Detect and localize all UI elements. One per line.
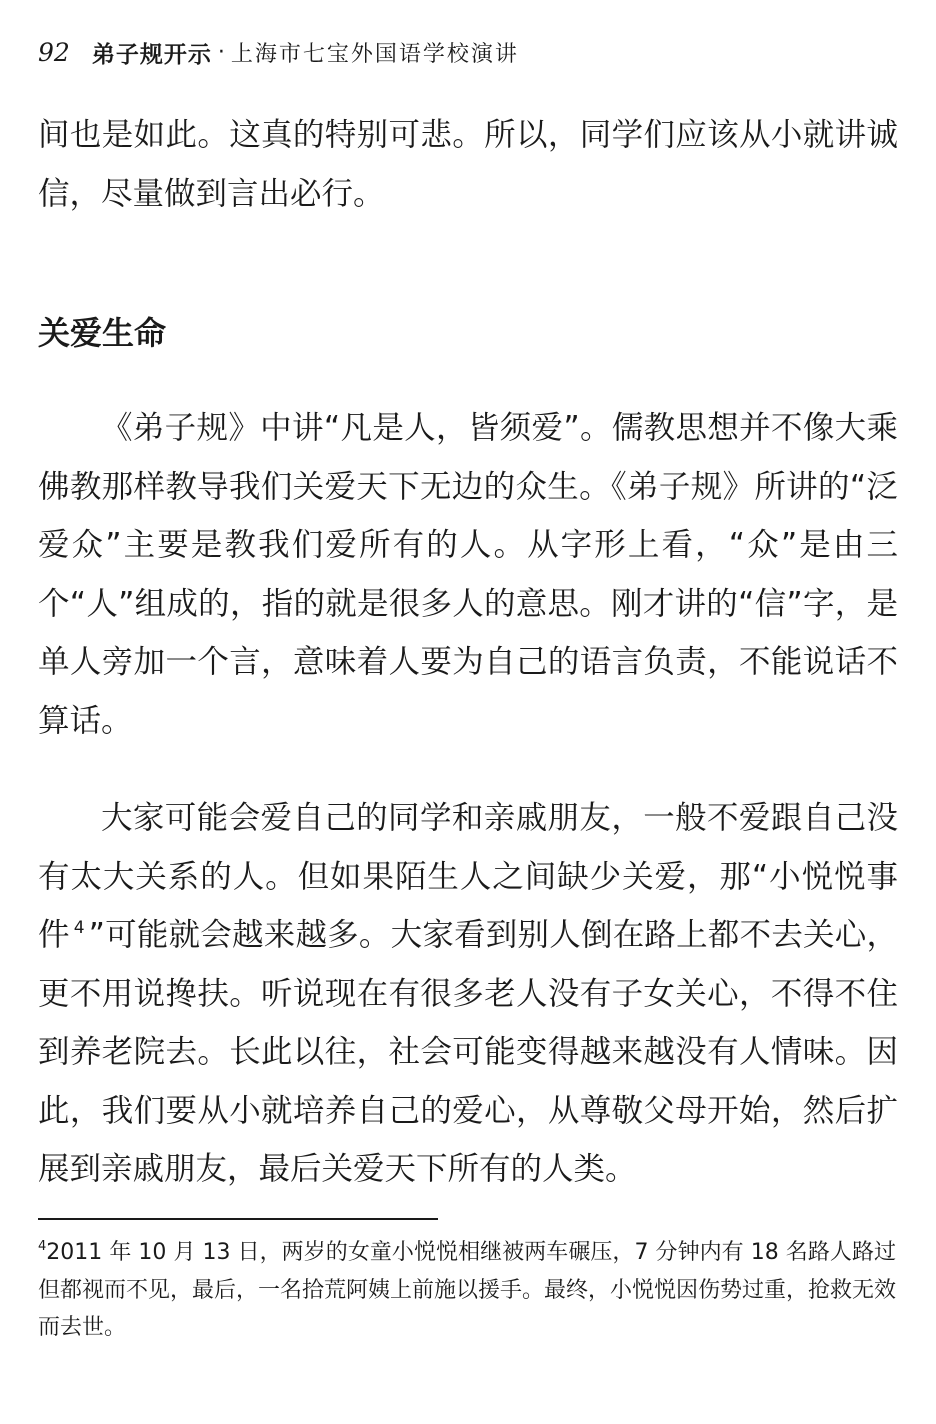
header-separator: · <box>217 39 225 65</box>
book-title: 弟子规开示 <box>91 40 212 68</box>
section-heading: 关爱生命 <box>38 314 167 352</box>
page-number: 92 <box>38 37 70 67</box>
running-header <box>38 30 519 74</box>
paragraph-3 <box>38 789 898 1199</box>
footnote-divider <box>38 1218 438 1220</box>
footnote-text: 2011 年 10 月 13 日，两岁的女童小悦悦相继被两车碾压，7 分钟内有 18 名路人路过但都视而不见，最后，一名拾荒阿姨上前施以援手。最终，小悦悦因伤势过重，抢救无效而去世。 <box>38 1240 897 1340</box>
paragraph-3-text-a: 大家可能会爱自己的同学和亲戚朋友，一般不爱跟自己没有太大关系的人。但如果陌生人之间缺少关爱，那“小悦悦事件 <box>38 800 898 953</box>
footnote <box>38 1234 896 1347</box>
footnote-reference: 4 <box>73 918 85 938</box>
paragraph-2: 《弟子规》中讲“凡是人，皆须爱”。儒教思想并不像大乘佛教那样教导我们关爱天下无边的众生。《弟子规》所讲的“泛爱众”主要是教我们爱所有的人。从字形上看，“众”是由三个“人”组成的，指的就是很多人的意思。刚才讲的“信”字，是单人旁加一个言，意味着人要为自己的语言负责，不能说话不算话。 <box>38 410 898 739</box>
paragraph-intro: 间也是如此。这真的特别可悲。所以，同学们应该从小就讲诚信，尽量做到言出必行。 <box>38 117 898 212</box>
paragraph-3-text-b: ”可能就会越来越多。大家看到别人倒在路上都不去关心，更不用说搀扶。听说现在有很多老人没有子女关心，不得不住到养老院去。长此以往，社会可能变得越来越没有人情味。因此，我们要从小就培养自己的爱心，从尊敬父母开始，然后扩展到亲戚朋友，最后关爱天下所有的人类。 <box>38 917 898 1187</box>
footnote-mark: 4 <box>38 1239 47 1254</box>
book-subtitle: 上海市七宝外国语学校演讲 <box>230 41 519 67</box>
